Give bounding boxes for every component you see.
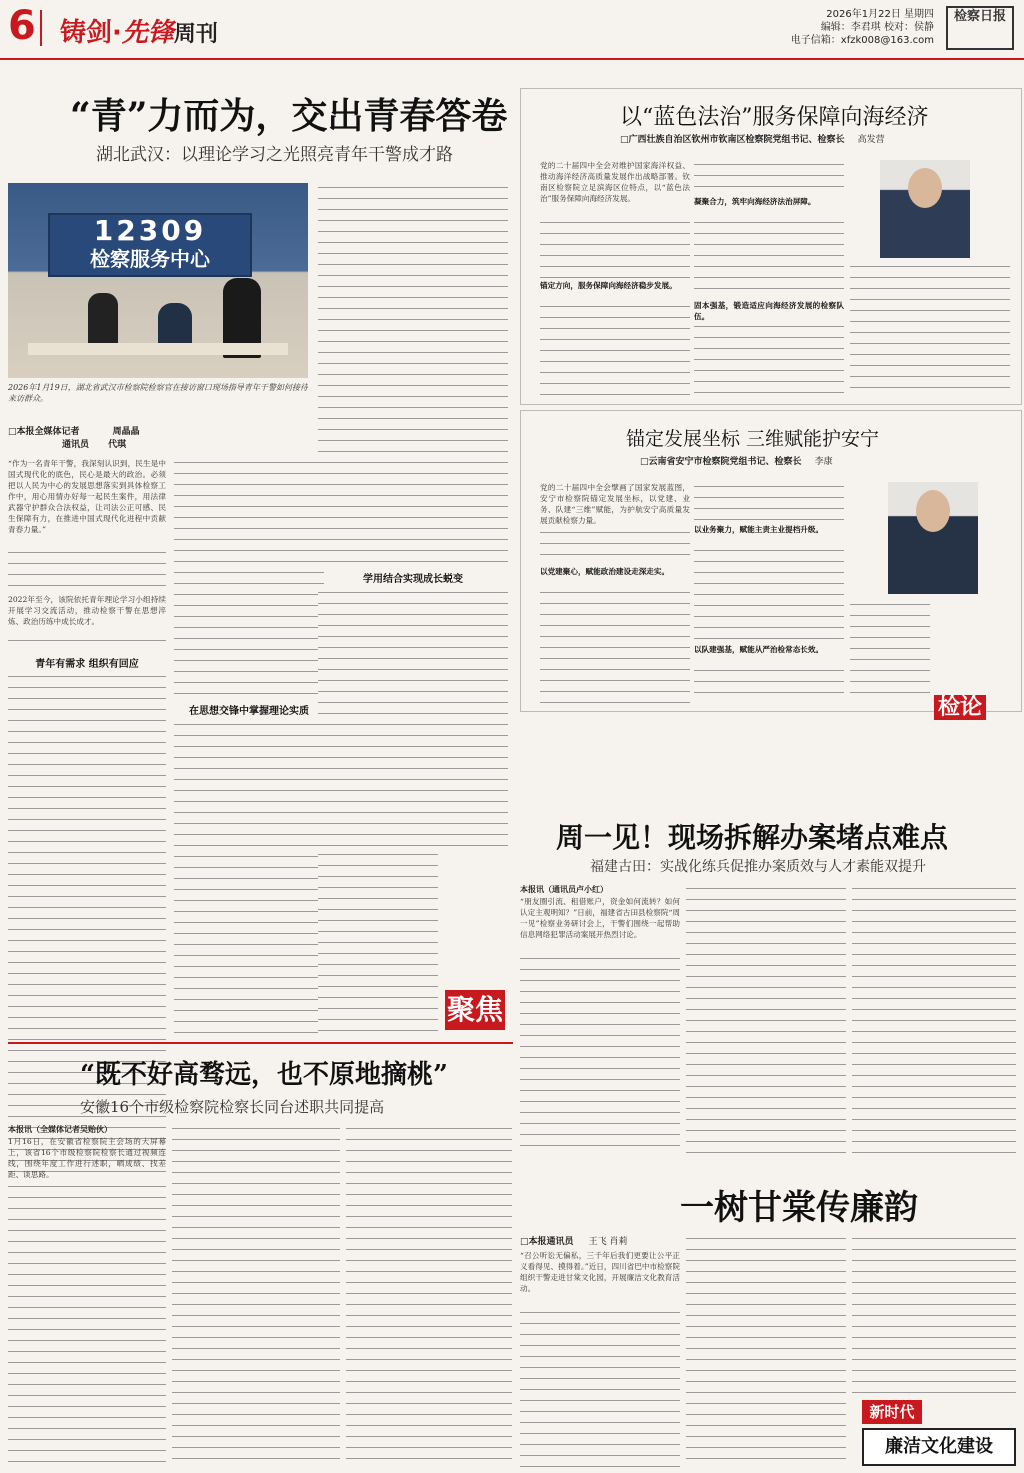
article1-section3: 学用结合实现成长蜕变 <box>363 574 463 585</box>
photo-caption: 2026年1月19日，湖北省武汉市检察院检察官在接访窗口现场指导青年干警如何接待来访群众。 <box>8 383 308 403</box>
article3-body-5 <box>694 666 844 703</box>
article2-byline-label: □广西壮族自治区钦州市钦南区检察院党组书记、检察长 <box>620 135 845 145</box>
article5-title: “既不好高骛远，也不原地摘桃” <box>80 1060 448 1090</box>
byline-names2: 代琪 <box>108 440 127 450</box>
page-number: 6 <box>8 3 36 49</box>
byline-names: 周晶晶 <box>112 427 140 437</box>
article2-author: 高发营 <box>857 135 885 145</box>
article3-portrait <box>888 482 978 594</box>
article2-body-5 <box>694 322 844 398</box>
paper-dot: · <box>112 18 122 48</box>
article3-tag <box>934 690 1014 720</box>
article3-author: 李康 <box>814 457 833 467</box>
article6-snippet: “召公听讼无偏私，三千年后我们更要让公平正义看得见、摸得着。”近日，四川省巴中市检察院组织干警走进甘棠文化园，开展廉洁文化教育活动。 <box>520 1251 680 1293</box>
article3-snippet: 党的二十届四中全会擘画了国家发展蓝图，安宁市检察院锚定发展坐标，以党建、业务、队建“三维”赋能，为护航安宁高质量发展贡献检察力量。 <box>540 483 690 525</box>
article2-byline <box>620 132 885 145</box>
paper-name <box>60 12 218 49</box>
article1-title: “青”力而为，交出青春答卷 <box>70 95 508 137</box>
article1-subtitle: 湖北武汉：以理论学习之光照亮青年干警成才路 <box>96 145 453 165</box>
article6-title: 一树甘棠传廉韵 <box>680 1188 918 1228</box>
article1-photo <box>8 183 308 378</box>
article3-body-4 <box>694 546 844 642</box>
article3-byline <box>640 454 833 467</box>
article3-byline-label: □云南省安宁市检察院党组书记、检察长 <box>640 457 802 467</box>
article2-snippet: 党的二十届四中全会对维护国家海洋权益、推动海洋经济高质量发展作出战略部署。钦南区检察院立足滨海区位特点，以“蓝色法治”服务保障向海经济发展。 <box>540 161 690 203</box>
article1-section1: 青年有需求 组织有回应 <box>35 659 139 670</box>
article2-portrait <box>880 160 970 258</box>
article1-body-5 <box>318 183 508 563</box>
portrait-face-2 <box>916 490 950 532</box>
article2-body-3 <box>694 160 844 194</box>
article4-body-3 <box>852 884 1016 1154</box>
article4-subtitle: 福建古田：实战化练兵促推办案质效与人才素能双提升 <box>590 859 926 875</box>
article5-byline: 本报讯（全媒体记者吴贻伙） <box>8 1125 112 1134</box>
article1-byline <box>8 424 140 437</box>
masthead-divider <box>40 10 42 46</box>
article6-body-3 <box>852 1234 1016 1394</box>
email: 电子信箱：xfzk008@163.com <box>790 35 934 46</box>
byline-label: □本报全媒体记者 <box>8 427 80 437</box>
masthead <box>0 0 1024 60</box>
issue-date: 2026年1月22日 星期四 <box>826 9 934 20</box>
article6-tag-line1: 新时代 <box>862 1400 922 1424</box>
article3-section1: 以党建聚心，赋能政治建设走深走实。 <box>540 567 670 576</box>
article2-body-6 <box>850 262 1010 398</box>
paper-title: 铸剑 <box>60 18 113 48</box>
article3-body-2 <box>540 588 690 703</box>
date-block <box>791 8 934 47</box>
article2-body-1 <box>540 218 690 278</box>
article4-body-2 <box>686 884 846 1154</box>
article2-body-2 <box>540 302 690 398</box>
editors: 编辑：李君琪 校对：侯静 <box>820 22 934 33</box>
article3-body-3 <box>694 482 844 522</box>
weekly-label: 周刊 <box>173 22 218 47</box>
article6-tag-line2: 廉洁文化建设 <box>862 1428 1016 1466</box>
article4-byline: 本报讯（通讯员卢小红） <box>520 885 608 894</box>
article1-byline2 <box>62 437 126 450</box>
article1-snippet2: 2022年至今，该院依托青年理论学习小组持续开展学习交流活动，推动检察干警在思想淬炼、政治历练中成长成才。 <box>8 594 166 632</box>
service-sign <box>48 213 252 277</box>
newspaper-logo: 检察日报 <box>946 6 1014 50</box>
article3-tag-text: 检论 <box>934 695 986 720</box>
article1-tag: 聚焦 <box>445 990 505 1030</box>
article4-body-1 <box>520 954 680 1154</box>
article2-title: 以“蓝色法治”服务保障向海经济 <box>620 105 929 130</box>
sign-text: 检察服务中心 <box>90 247 210 271</box>
article1-body-6 <box>318 588 508 850</box>
column-title: 先锋 <box>121 18 174 48</box>
article1-snippet: “作为一名青年干警，我深刻认识到，民生是中国式现代化的底色，民心是最大的政治。必须把以人民为中心的发展思想落实到具体检察工作中，用心用情办好每一起民生案件，用法律武器守护群众合法权益，让司法公正可感、民生保障有力，在推进中国式现代化进程中贡献青春力量。” <box>8 459 166 534</box>
article3-body-1 <box>540 528 690 564</box>
article1-body-7 <box>318 850 438 1035</box>
article3-title: 锚定发展坐标 三维赋能护安宁 <box>626 428 880 450</box>
article6-body-2 <box>686 1234 846 1467</box>
service-counter <box>28 343 288 355</box>
article1-section2: 在思想交锋中掌握理论实质 <box>189 706 309 717</box>
article5-snippet: 1月16日，在安徽省检察院主会场的大屏幕上，该省16个市级检察院检察长通过视频连线，围绕年度工作进行述职，晒成绩、找差距、谈思路。 <box>8 1137 166 1179</box>
article5-subtitle: 安徽16个市级检察院检察长同台述职共同提高 <box>80 1098 385 1116</box>
article1-body-4 <box>174 720 324 1035</box>
person-1 <box>88 293 118 348</box>
article3-section2: 以业务聚力，赋能主责主业提档升级。 <box>694 525 824 534</box>
article5-body-1 <box>8 1182 166 1467</box>
article2-section1: 锚定方向，服务保障向海经济稳步发展。 <box>540 281 677 290</box>
article1-body-3 <box>174 458 324 694</box>
article4-snippet: “朋友圈引流、租借账户，资金如何流转？如何认定主观明知？”日前，福建省古田县检察院“周一见”检察业务研讨会上，干警们围绕一起帮助信息网络犯罪活动案展开热烈讨论。 <box>520 897 680 939</box>
section-rule <box>8 1042 513 1044</box>
article4-title: 周一见！现场拆解办案堵点难点 <box>556 821 949 854</box>
portrait-face <box>908 168 942 208</box>
article6-tag <box>862 1400 1012 1466</box>
byline-label2: 通讯员 <box>62 440 90 450</box>
article2-section2: 凝聚合力，筑牢向海经济法治屏障。 <box>694 197 816 206</box>
sign-hotline: 12309 <box>93 214 207 247</box>
article5-body-3 <box>346 1124 512 1467</box>
article3-section3: 以队建强基，赋能从严治检常态长效。 <box>694 645 824 654</box>
article2-body-4 <box>694 218 844 298</box>
article6-byline-label: □本报通讯员 <box>520 1237 574 1247</box>
article2-section3: 固本强基，锻造适应向海经济发展的检察队伍。 <box>694 301 844 321</box>
article6-authors: 王飞 肖莉 <box>588 1237 628 1247</box>
article6-byline <box>520 1234 628 1247</box>
article5-body-2 <box>172 1124 340 1467</box>
article3-body-6 <box>850 600 930 703</box>
article6-body-1 <box>520 1308 680 1467</box>
